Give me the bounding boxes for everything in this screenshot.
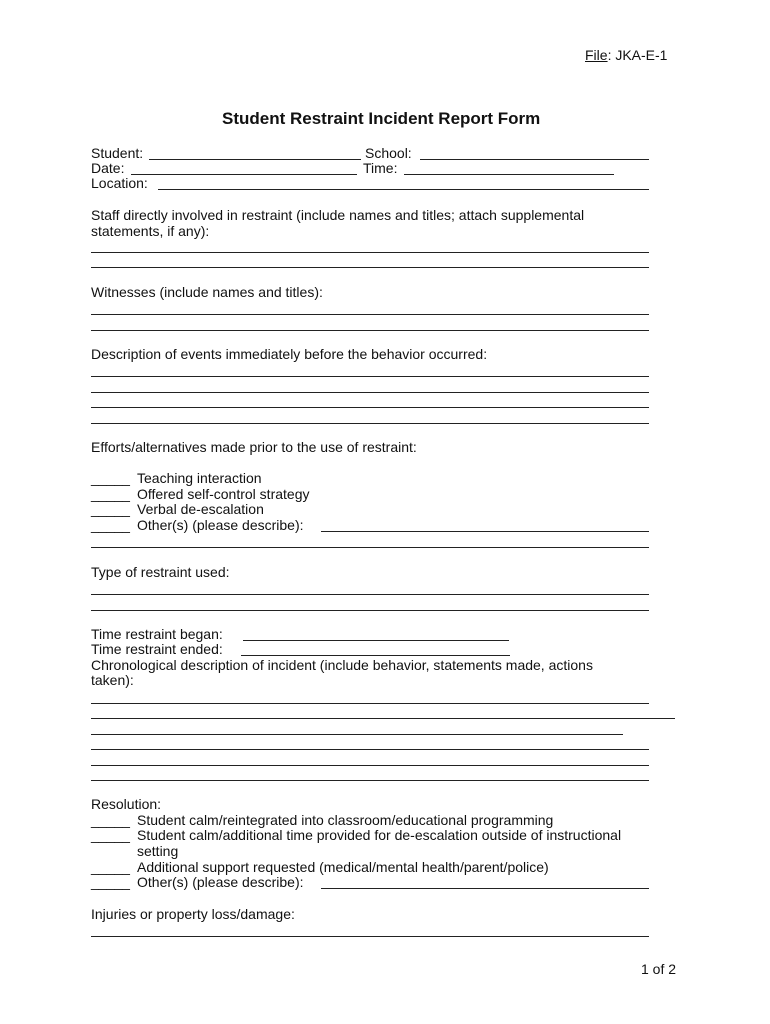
file-reference <box>585 47 667 63</box>
resolution-blank-3[interactable]: _____ <box>91 859 130 875</box>
restraint-ended-label: Time restraint ended: <box>91 641 223 657</box>
resolution-blank-2[interactable]: _____ <box>91 827 130 843</box>
chronological-label-line2: taken): <box>91 672 134 688</box>
resolution-option-other: Other(s) (please describe): <box>137 874 304 890</box>
file-label: File <box>585 47 608 63</box>
chronological-line-6[interactable] <box>91 780 649 781</box>
witnesses-label: Witnesses (include names and titles): <box>91 284 323 300</box>
resolution-blank-1[interactable]: _____ <box>91 812 130 828</box>
chronological-line-1[interactable] <box>91 703 649 704</box>
school-label: School: <box>365 145 412 161</box>
resolution-option-additional-time: Student calm/additional time provided for de-escalation outside of instructional <box>137 827 622 843</box>
resolution-label: Resolution: <box>91 796 162 812</box>
resolution-option-support: Additional support requested (medical/mental health/parent/police) <box>137 859 549 875</box>
efforts-option-verbal: Verbal de-escalation <box>137 501 264 517</box>
efforts-other-line-2[interactable] <box>91 547 649 548</box>
chronological-line-3[interactable] <box>91 734 623 735</box>
restraint-began-label: Time restraint began: <box>91 626 223 642</box>
date-field[interactable] <box>131 174 357 175</box>
efforts-option-other: Other(s) (please describe): <box>137 517 304 533</box>
witnesses-line-1[interactable] <box>91 314 649 315</box>
location-field[interactable] <box>158 189 649 190</box>
resolution-option-additional-time-cont: setting <box>137 843 179 859</box>
description-line-4[interactable] <box>91 423 649 424</box>
restraint-type-line-1[interactable] <box>91 594 649 595</box>
description-line-3[interactable] <box>91 407 649 408</box>
efforts-option-self-control: Offered self-control strategy <box>137 486 310 502</box>
description-line-2[interactable] <box>91 392 649 393</box>
efforts-blank-3[interactable]: _____ <box>91 501 130 517</box>
student-label: Student: <box>91 145 144 161</box>
chronological-line-5[interactable] <box>91 765 649 766</box>
efforts-blank-4[interactable]: _____ <box>91 517 130 533</box>
efforts-blank-2[interactable]: _____ <box>91 486 130 502</box>
witnesses-line-2[interactable] <box>91 330 649 331</box>
efforts-label: Efforts/alternatives made prior to the use of restraint: <box>91 439 417 455</box>
staff-label-line2: statements, if any): <box>91 223 210 239</box>
restraint-type-label: Type of restraint used: <box>91 564 230 580</box>
restraint-ended-field[interactable] <box>241 655 510 656</box>
restraint-type-line-2[interactable] <box>91 610 649 611</box>
page-title: Student Restraint Incident Report Form <box>222 109 541 128</box>
school-field[interactable] <box>420 159 649 160</box>
injuries-label: Injuries or property loss/damage: <box>91 906 295 922</box>
efforts-other-field[interactable] <box>321 531 649 532</box>
resolution-option-reintegrated: Student calm/reintegrated into classroom/educational programming <box>137 812 554 828</box>
injuries-line-1[interactable] <box>91 936 649 937</box>
efforts-blank-1[interactable]: _____ <box>91 470 130 486</box>
resolution-blank-4[interactable]: _____ <box>91 874 130 890</box>
time-label: Time: <box>363 160 398 176</box>
file-value: : JKA-E-1 <box>607 47 668 63</box>
description-line-1[interactable] <box>91 376 649 377</box>
staff-line-2[interactable] <box>91 267 649 268</box>
student-field[interactable] <box>149 159 361 160</box>
time-field[interactable] <box>404 174 614 175</box>
resolution-other-field[interactable] <box>321 888 649 889</box>
chronological-line-2[interactable] <box>91 718 675 719</box>
date-label: Date: <box>91 160 125 176</box>
chronological-line-4[interactable] <box>91 749 649 750</box>
restraint-began-field[interactable] <box>243 640 509 641</box>
efforts-option-teaching: Teaching interaction <box>137 470 262 486</box>
description-label: Description of events immediately before the behavior occurred: <box>91 346 488 362</box>
staff-line-1[interactable] <box>91 252 649 253</box>
location-label: Location: <box>91 175 148 191</box>
staff-label-line1: Staff directly involved in restraint (include names and titles; attach supplemental <box>91 207 585 223</box>
page-number: 1 of 2 <box>641 961 677 977</box>
chronological-label-line1: Chronological description of incident (include behavior, statements made, actions <box>91 657 593 673</box>
